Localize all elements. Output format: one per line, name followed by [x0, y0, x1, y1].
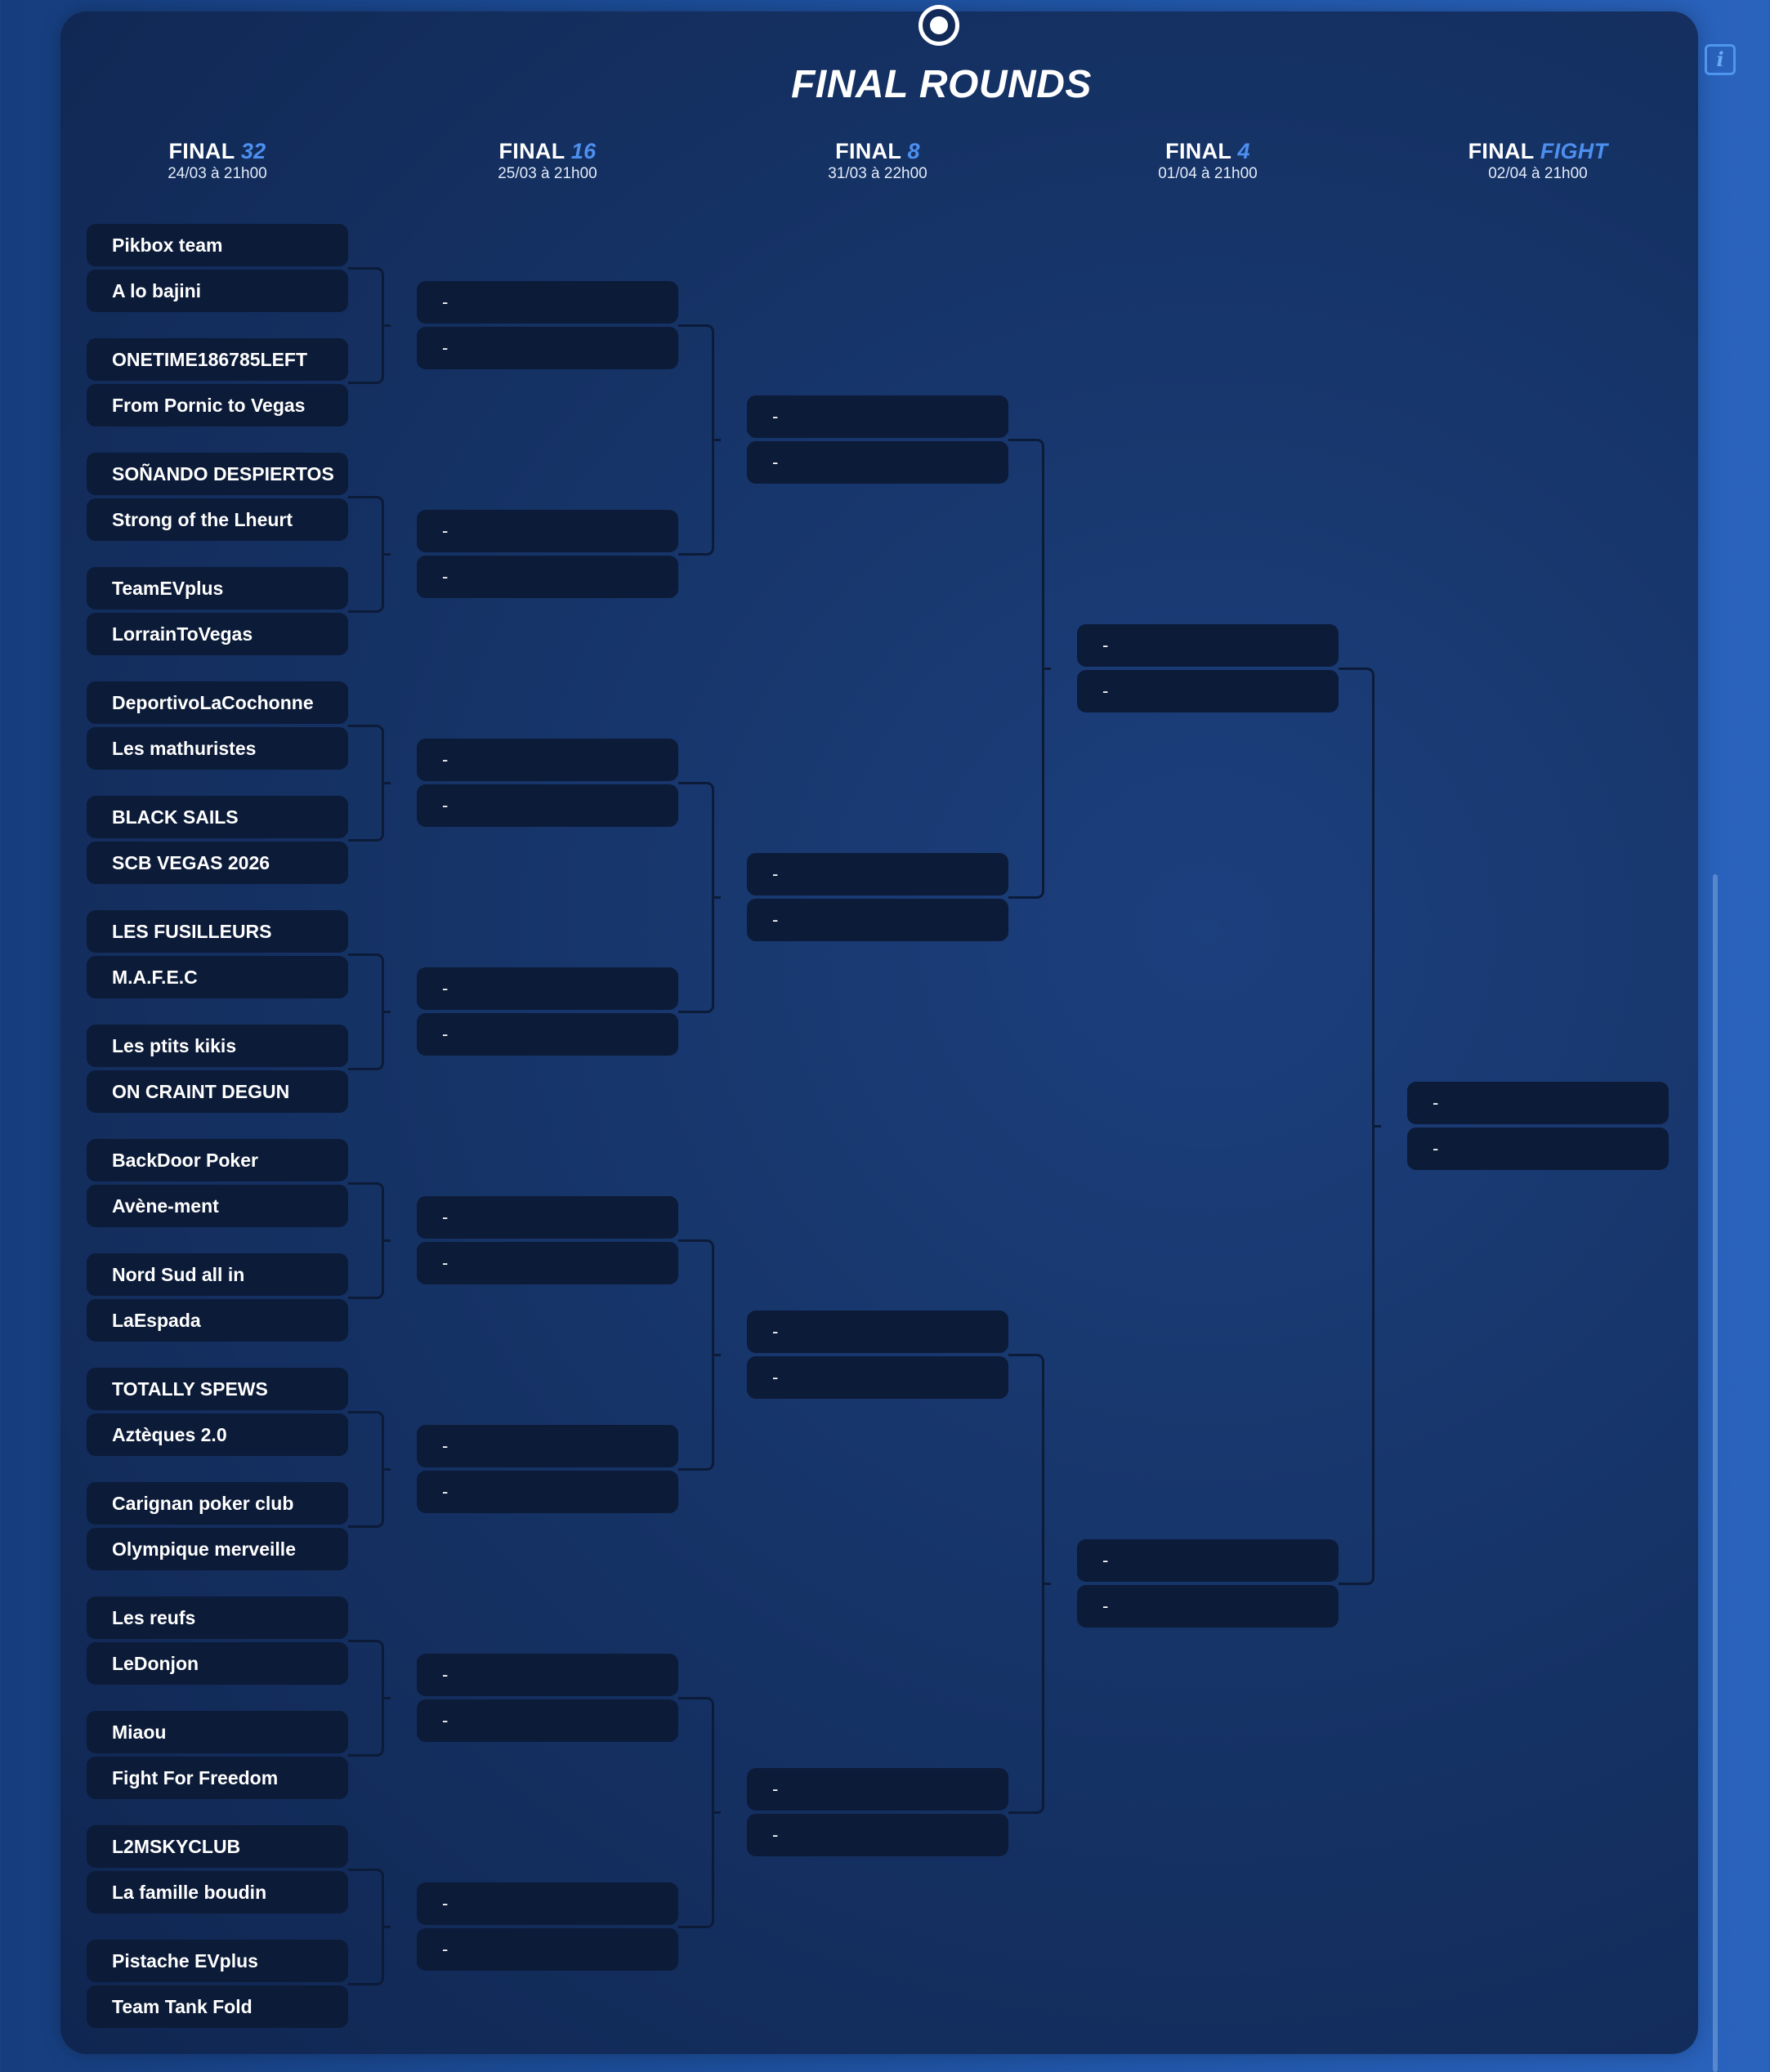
team-slot[interactable]: DeportivoLaCochonne [87, 681, 348, 724]
round-title [417, 137, 678, 165]
team-slot[interactable]: Pikbox team [87, 224, 348, 266]
round-number: FIGHT [1540, 139, 1608, 163]
team-slot[interactable]: LaEspada [87, 1299, 348, 1342]
match-slot-empty[interactable]: - [417, 1471, 678, 1513]
bracket-connector [348, 1869, 384, 1985]
match-slot-empty[interactable]: - [417, 556, 678, 598]
match-slot-empty[interactable]: - [1077, 670, 1339, 712]
team-slot[interactable]: Team Tank Fold [87, 1985, 348, 2028]
match-slot-empty[interactable]: - [747, 441, 1008, 484]
team-slot[interactable]: Carignan poker club [87, 1482, 348, 1525]
match-slot-empty[interactable]: - [747, 1311, 1008, 1353]
bracket-connector [1008, 439, 1044, 899]
round-label: FINAL [1468, 139, 1535, 163]
team-slot[interactable]: Les reufs [87, 1596, 348, 1639]
team-slot[interactable]: From Pornic to Vegas [87, 384, 348, 426]
match-slot-empty[interactable]: - [747, 853, 1008, 895]
team-slot[interactable]: Olympique merveille [87, 1528, 348, 1570]
team-slot[interactable]: Avène-ment [87, 1185, 348, 1227]
round-header-2 [747, 137, 1008, 183]
match-slot-empty[interactable]: - [417, 281, 678, 324]
round-date: 02/04 à 21h00 [1488, 165, 1588, 182]
team-slot[interactable]: LeDonjon [87, 1642, 348, 1685]
match-slot-empty[interactable]: - [417, 1654, 678, 1696]
round-title [87, 137, 348, 165]
match-slot-empty[interactable]: - [1077, 1585, 1339, 1628]
round-date: 24/03 à 21h00 [168, 165, 267, 182]
bracket-connector [678, 324, 714, 556]
team-slot[interactable]: LES FUSILLEURS [87, 910, 348, 953]
round-label: FINAL [498, 139, 565, 163]
round-header-4 [1407, 137, 1669, 183]
team-slot[interactable]: L2MSKYCLUB [87, 1825, 348, 1868]
round-header-0 [87, 137, 348, 183]
team-slot[interactable]: SOÑANDO DESPIERTOS [87, 453, 348, 495]
round-date: 25/03 à 21h00 [498, 165, 597, 182]
match-slot-empty[interactable]: - [417, 1699, 678, 1742]
bracket-connector [348, 1182, 384, 1299]
round-label: FINAL [168, 139, 235, 163]
team-slot[interactable]: Aztèques 2.0 [87, 1413, 348, 1456]
team-slot[interactable]: SCB VEGAS 2026 [87, 842, 348, 884]
team-slot[interactable]: La famille boudin [87, 1871, 348, 1913]
match-slot-empty[interactable]: - [417, 1196, 678, 1239]
bracket-connector [678, 1697, 714, 1928]
bracket-panel [60, 11, 1724, 2054]
team-slot[interactable]: Nord Sud all in [87, 1253, 348, 1296]
team-slot[interactable]: Pistache EVplus [87, 1940, 348, 1982]
team-slot[interactable]: M.A.F.E.C [87, 956, 348, 998]
round-date: 01/04 à 21h00 [1158, 165, 1258, 182]
radio-indicator-icon[interactable] [919, 5, 959, 46]
bracket-connector [348, 1411, 384, 1528]
team-slot[interactable]: BLACK SAILS [87, 796, 348, 838]
round-title [747, 137, 1008, 165]
round-number: 32 [240, 139, 266, 163]
team-slot[interactable]: ON CRAINT DEGUN [87, 1070, 348, 1113]
bracket-connector [678, 782, 714, 1013]
team-slot[interactable]: TOTALLY SPEWS [87, 1368, 348, 1410]
round-title [1407, 137, 1669, 165]
bracket-connector [1339, 668, 1374, 1585]
page-title: FINAL ROUNDS [791, 63, 1092, 106]
match-slot-empty[interactable]: - [417, 327, 678, 369]
match-slot-empty[interactable]: - [1077, 1539, 1339, 1582]
match-slot-empty[interactable]: - [417, 1242, 678, 1284]
match-slot-empty[interactable]: - [747, 395, 1008, 438]
team-slot[interactable]: LorrainToVegas [87, 613, 348, 655]
round-number: 8 [907, 139, 920, 163]
bracket-connector [348, 725, 384, 842]
bracket-connector [348, 953, 384, 1070]
round-label: FINAL [835, 139, 901, 163]
bracket-connector [348, 1640, 384, 1757]
team-slot[interactable]: Les ptits kikis [87, 1025, 348, 1067]
match-slot-empty[interactable]: - [417, 784, 678, 827]
match-slot-empty[interactable]: - [747, 1356, 1008, 1399]
match-slot-empty[interactable]: - [1077, 624, 1339, 667]
round-number: 16 [570, 139, 597, 163]
bracket-connector [678, 1239, 714, 1471]
team-slot[interactable]: A lo bajini [87, 270, 348, 312]
team-slot[interactable]: TeamEVplus [87, 567, 348, 610]
scrollbar[interactable] [1713, 874, 1718, 2072]
match-slot-empty[interactable]: - [417, 1013, 678, 1056]
bracket-connector [1008, 1354, 1044, 1814]
bracket-connector [348, 267, 384, 384]
team-slot[interactable]: Strong of the Lheurt [87, 498, 348, 541]
round-header-3 [1077, 137, 1339, 183]
round-date: 31/03 à 22h00 [828, 165, 927, 182]
match-slot-empty[interactable]: - [417, 510, 678, 552]
match-slot-empty[interactable]: - [1407, 1128, 1669, 1170]
team-slot[interactable]: ONETIME186785LEFT [87, 338, 348, 381]
match-slot-empty[interactable]: - [417, 1882, 678, 1925]
match-slot-empty[interactable]: - [747, 1814, 1008, 1856]
round-title [1077, 137, 1339, 165]
team-slot[interactable]: BackDoor Poker [87, 1139, 348, 1181]
team-slot[interactable]: Miaou [87, 1711, 348, 1753]
info-icon[interactable]: i [1705, 44, 1736, 75]
team-slot[interactable]: Les mathuristes [87, 727, 348, 770]
round-number: 4 [1237, 139, 1250, 163]
match-slot-empty[interactable]: - [1407, 1082, 1669, 1124]
match-slot-empty[interactable]: - [417, 739, 678, 781]
bracket-connector [348, 496, 384, 613]
match-slot-empty[interactable]: - [747, 899, 1008, 941]
team-slot[interactable]: Fight For Freedom [87, 1757, 348, 1799]
match-slot-empty[interactable]: - [417, 967, 678, 1010]
round-header-1 [417, 137, 678, 183]
round-label: FINAL [1165, 139, 1231, 163]
match-slot-empty[interactable]: - [417, 1928, 678, 1971]
match-slot-empty[interactable]: - [417, 1425, 678, 1467]
match-slot-empty[interactable]: - [747, 1768, 1008, 1811]
